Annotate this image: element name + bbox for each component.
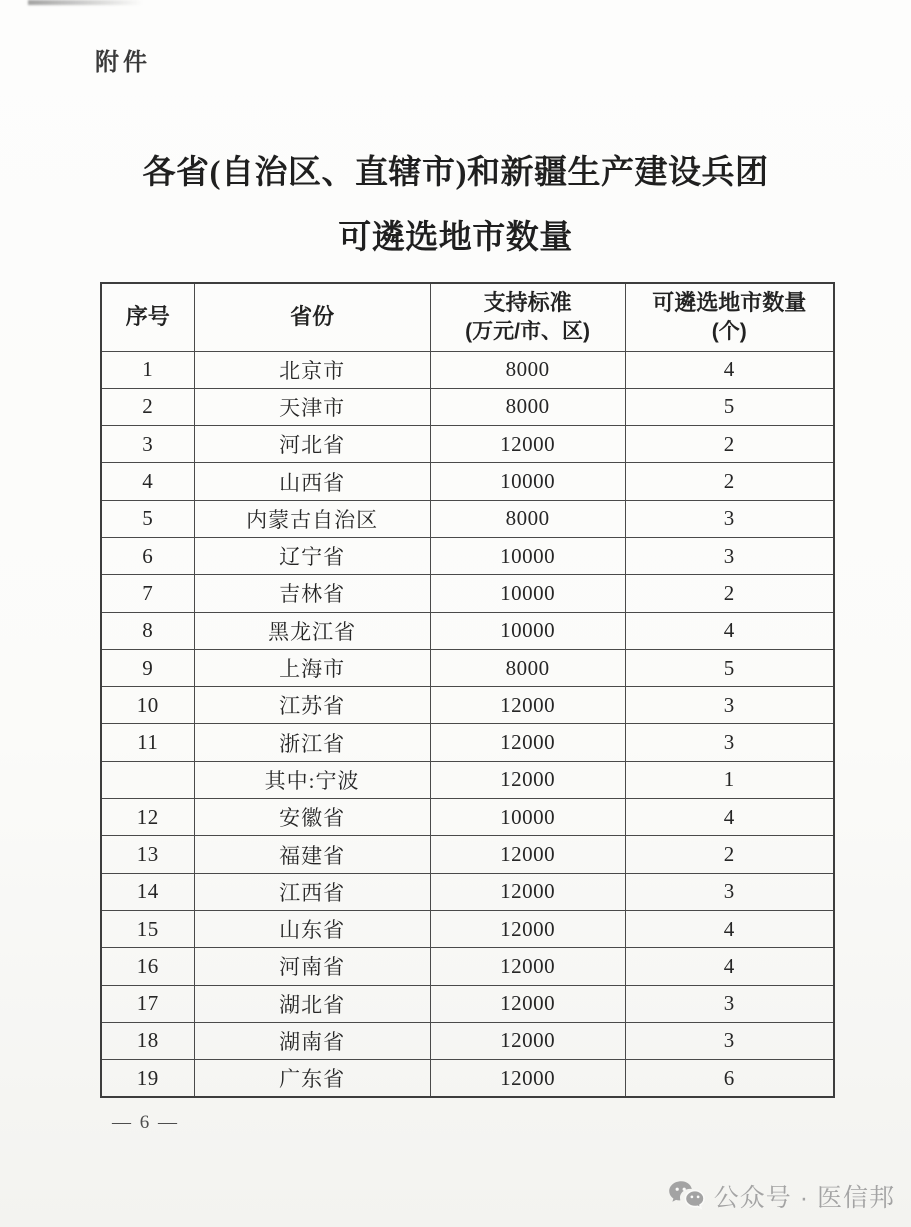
cell-city-count: 2 bbox=[625, 463, 834, 500]
cell-support-standard: 12000 bbox=[430, 724, 625, 761]
cell-city-count: 5 bbox=[625, 388, 834, 425]
header-support-standard-label: 支持标准 bbox=[483, 290, 572, 316]
cell-city-count: 3 bbox=[625, 687, 834, 724]
cell-province: 河北省 bbox=[194, 426, 430, 463]
cell-support-standard: 12000 bbox=[430, 761, 625, 798]
cell-city-count: 3 bbox=[625, 1022, 834, 1059]
cell-index: 14 bbox=[101, 873, 194, 910]
header-city-count bbox=[625, 283, 834, 351]
table-row bbox=[101, 612, 834, 649]
cell-city-count: 3 bbox=[625, 500, 834, 537]
table-header bbox=[101, 283, 834, 351]
cell-city-count: 3 bbox=[625, 724, 834, 761]
cell-support-standard: 10000 bbox=[430, 799, 625, 836]
cell-province: 河南省 bbox=[194, 948, 430, 985]
cell-support-standard: 12000 bbox=[430, 687, 625, 724]
cell-support-standard: 8000 bbox=[430, 351, 625, 388]
cell-province: 内蒙古自治区 bbox=[194, 500, 430, 537]
scan-artifact bbox=[28, 0, 143, 5]
cell-support-standard: 12000 bbox=[430, 836, 625, 873]
cell-support-standard: 10000 bbox=[430, 575, 625, 612]
cell-city-count: 2 bbox=[625, 426, 834, 463]
watermark-text: 公众号 · 医信邦 bbox=[713, 1184, 895, 1212]
cell-city-count: 3 bbox=[625, 873, 834, 910]
table-row bbox=[101, 537, 834, 574]
cell-province: 浙江省 bbox=[194, 724, 430, 761]
header-city-count-label: 可遴选地市数量 bbox=[652, 290, 807, 316]
cell-index: 11 bbox=[101, 724, 194, 761]
table-row bbox=[101, 687, 834, 724]
cell-index: 19 bbox=[101, 1060, 194, 1097]
table-row bbox=[101, 724, 834, 761]
table-row bbox=[101, 351, 834, 388]
cell-city-count: 4 bbox=[625, 910, 834, 947]
cell-province: 江西省 bbox=[194, 873, 430, 910]
cell-province: 吉林省 bbox=[194, 575, 430, 612]
table-row bbox=[101, 500, 834, 537]
header-city-count-unit: (个) bbox=[711, 319, 747, 343]
cell-city-count: 2 bbox=[625, 575, 834, 612]
cell-province: 黑龙江省 bbox=[194, 612, 430, 649]
cell-city-count: 4 bbox=[625, 948, 834, 985]
cell-province: 江苏省 bbox=[194, 687, 430, 724]
cell-province: 湖北省 bbox=[194, 985, 430, 1022]
cell-city-count: 4 bbox=[625, 799, 834, 836]
watermark bbox=[668, 1178, 895, 1214]
cell-index: 10 bbox=[101, 687, 194, 724]
cell-province: 天津市 bbox=[194, 388, 430, 425]
table-row bbox=[101, 761, 834, 798]
cell-index: 8 bbox=[101, 612, 194, 649]
table-row bbox=[101, 1060, 834, 1097]
cell-index: 16 bbox=[101, 948, 194, 985]
page-number: — 6 — bbox=[112, 1112, 179, 1133]
cell-index bbox=[101, 761, 194, 798]
cell-index: 13 bbox=[101, 836, 194, 873]
cell-index: 15 bbox=[101, 910, 194, 947]
table-row bbox=[101, 873, 834, 910]
table-row bbox=[101, 1022, 834, 1059]
cell-index: 3 bbox=[101, 426, 194, 463]
wechat-icon bbox=[668, 1180, 706, 1212]
cell-support-standard: 12000 bbox=[430, 985, 625, 1022]
cell-index: 4 bbox=[101, 463, 194, 500]
cell-province: 湖南省 bbox=[194, 1022, 430, 1059]
table-header-row bbox=[101, 283, 834, 351]
cell-province: 广东省 bbox=[194, 1060, 430, 1097]
cell-province: 上海市 bbox=[194, 649, 430, 686]
cell-index: 6 bbox=[101, 537, 194, 574]
cell-province: 北京市 bbox=[194, 351, 430, 388]
cell-city-count: 6 bbox=[625, 1060, 834, 1097]
document-title-line2: 可遴选地市数量 bbox=[338, 220, 573, 256]
table-row bbox=[101, 799, 834, 836]
cell-support-standard: 8000 bbox=[430, 388, 625, 425]
cell-city-count: 3 bbox=[625, 537, 834, 574]
table-row bbox=[101, 649, 834, 686]
cell-support-standard: 8000 bbox=[430, 649, 625, 686]
cell-city-count: 4 bbox=[625, 351, 834, 388]
cell-support-standard: 12000 bbox=[430, 426, 625, 463]
cell-support-standard: 10000 bbox=[430, 612, 625, 649]
document-title-line1: 各省(自治区、直辖市)和新疆生产建设兵团 bbox=[142, 155, 769, 191]
cell-index: 12 bbox=[101, 799, 194, 836]
cell-city-count: 1 bbox=[625, 761, 834, 798]
cell-support-standard: 12000 bbox=[430, 910, 625, 947]
table-row bbox=[101, 985, 834, 1022]
cell-support-standard: 10000 bbox=[430, 463, 625, 500]
header-index bbox=[101, 283, 194, 351]
table-row bbox=[101, 463, 834, 500]
cell-index: 7 bbox=[101, 575, 194, 612]
table-row bbox=[101, 948, 834, 985]
header-province-label: 省份 bbox=[290, 304, 335, 330]
table-row bbox=[101, 575, 834, 612]
cell-index: 2 bbox=[101, 388, 194, 425]
cell-support-standard: 10000 bbox=[430, 537, 625, 574]
table-body bbox=[101, 351, 834, 1097]
table-row bbox=[101, 910, 834, 947]
cell-province: 安徽省 bbox=[194, 799, 430, 836]
cell-city-count: 2 bbox=[625, 836, 834, 873]
table-row bbox=[101, 836, 834, 873]
province-quota-table bbox=[100, 282, 835, 1098]
cell-city-count: 4 bbox=[625, 612, 834, 649]
header-support-standard bbox=[430, 283, 625, 351]
cell-index: 1 bbox=[101, 351, 194, 388]
header-support-standard-unit: (万元/市、区) bbox=[465, 319, 590, 343]
cell-index: 9 bbox=[101, 649, 194, 686]
header-index-label: 序号 bbox=[125, 304, 170, 330]
cell-support-standard: 12000 bbox=[430, 1060, 625, 1097]
cell-index: 5 bbox=[101, 500, 194, 537]
cell-city-count: 5 bbox=[625, 649, 834, 686]
cell-province: 山西省 bbox=[194, 463, 430, 500]
cell-city-count: 3 bbox=[625, 985, 834, 1022]
cell-province: 辽宁省 bbox=[194, 537, 430, 574]
cell-support-standard: 12000 bbox=[430, 948, 625, 985]
attachment-label: 附件 bbox=[95, 49, 151, 76]
cell-support-standard: 12000 bbox=[430, 873, 625, 910]
header-province bbox=[194, 283, 430, 351]
cell-province: 福建省 bbox=[194, 836, 430, 873]
cell-support-standard: 12000 bbox=[430, 1022, 625, 1059]
cell-province: 山东省 bbox=[194, 910, 430, 947]
cell-support-standard: 8000 bbox=[430, 500, 625, 537]
table-row bbox=[101, 426, 834, 463]
cell-index: 18 bbox=[101, 1022, 194, 1059]
cell-province: 其中:宁波 bbox=[194, 761, 430, 798]
cell-index: 17 bbox=[101, 985, 194, 1022]
table-row bbox=[101, 388, 834, 425]
